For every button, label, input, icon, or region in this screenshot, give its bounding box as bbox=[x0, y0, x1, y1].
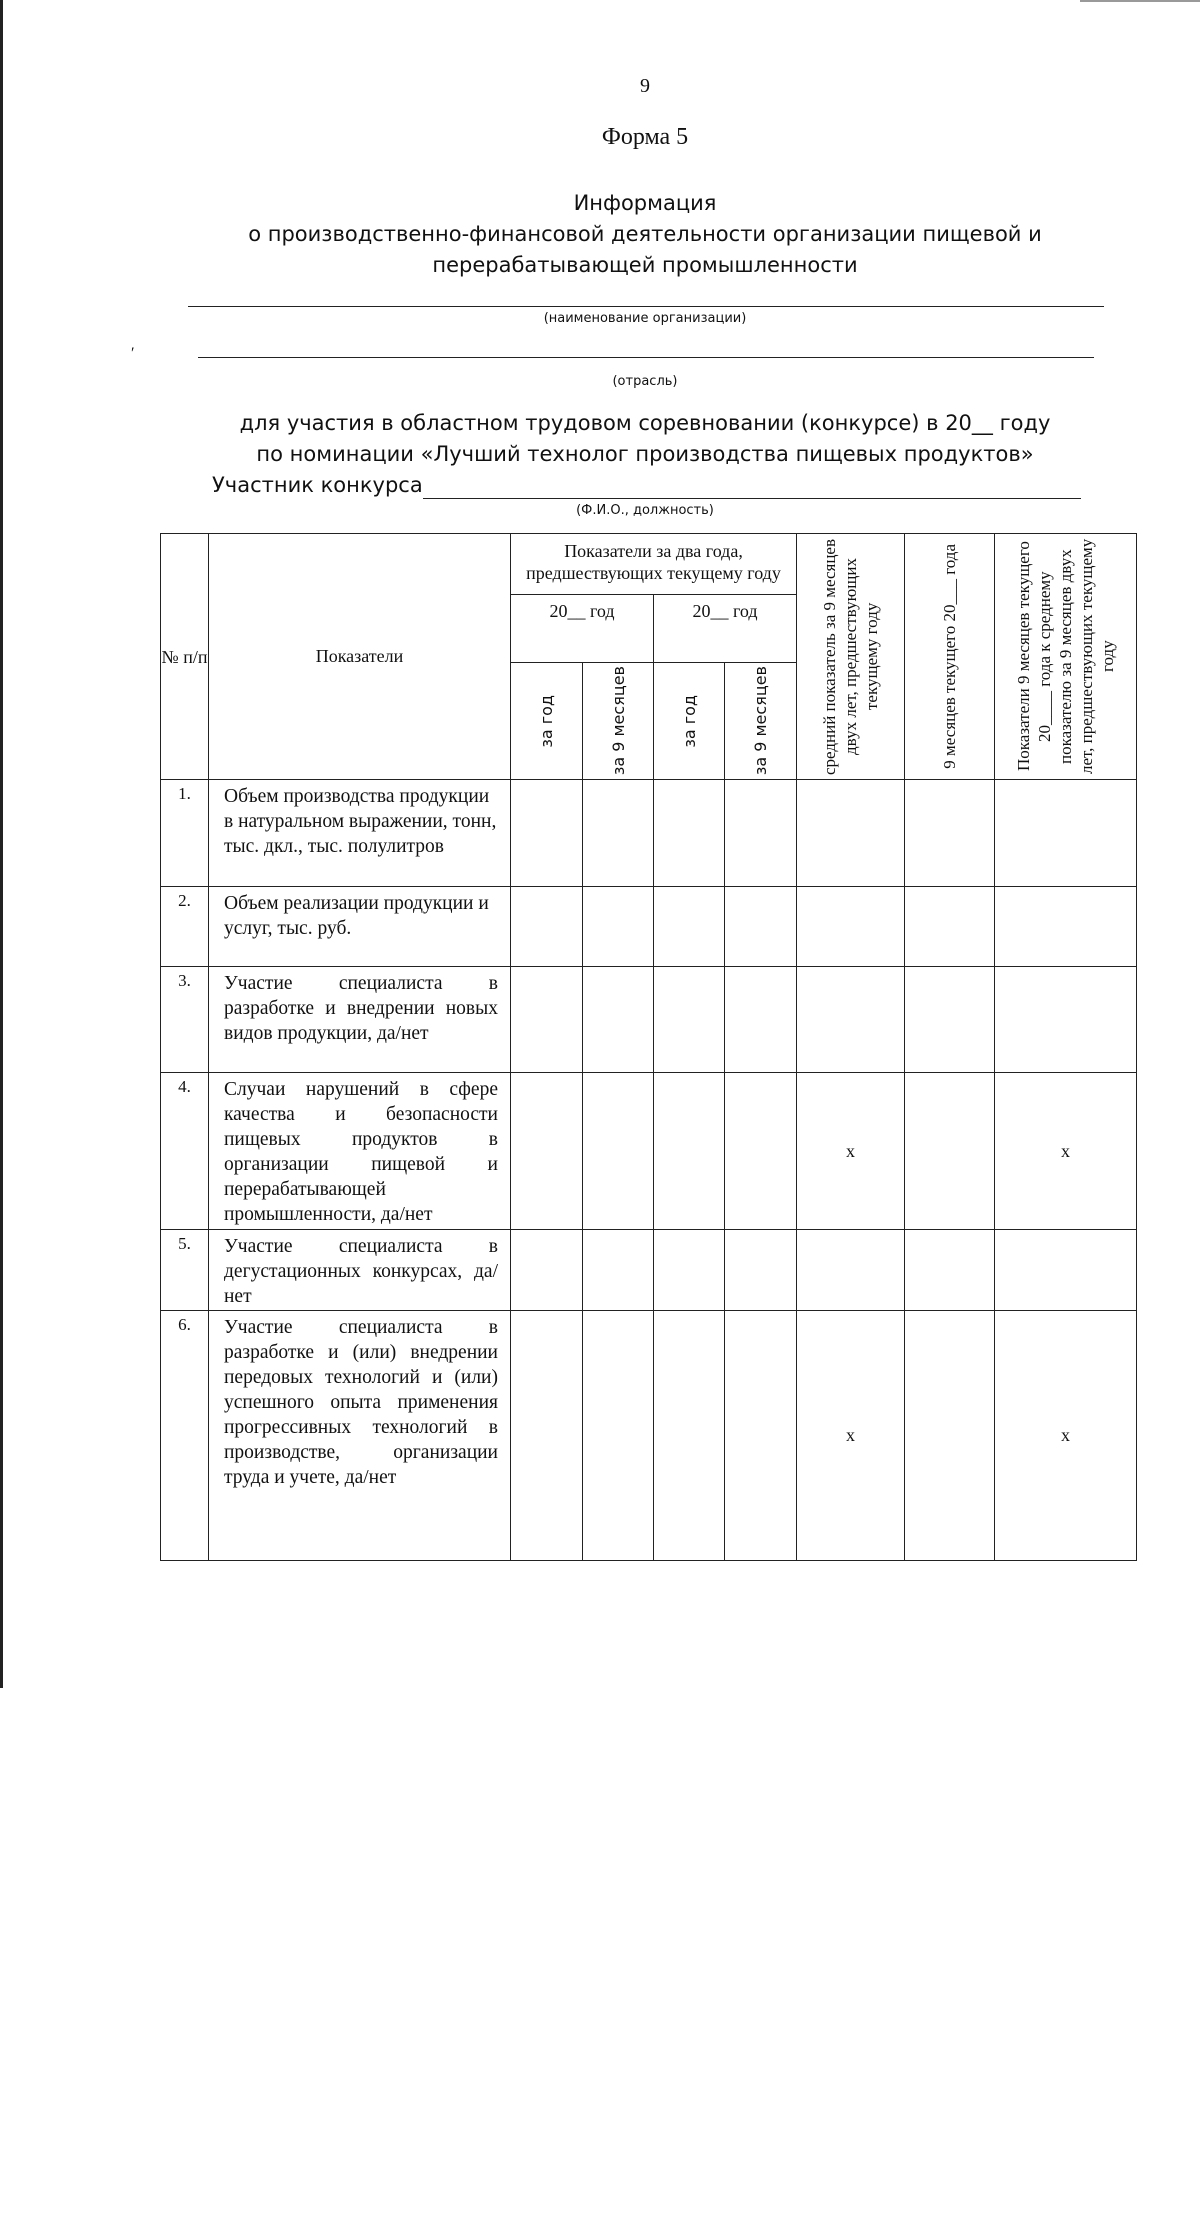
cell-current[interactable] bbox=[905, 1073, 995, 1230]
page-top-edge bbox=[1080, 0, 1200, 2]
header-year-2-per-year-text: за год bbox=[679, 694, 699, 748]
table-row bbox=[161, 887, 1137, 967]
branch-line[interactable] bbox=[198, 357, 1094, 358]
cell-year-2-per-year[interactable] bbox=[654, 887, 725, 967]
header-year-1-9-months bbox=[583, 663, 654, 780]
cell-ratio[interactable] bbox=[995, 1230, 1137, 1311]
title-line-1: Информация bbox=[573, 191, 717, 215]
row-indicator-text: Участие специалиста в дегустационных конкурсах, да/нет bbox=[209, 1230, 511, 1311]
contest-description bbox=[0, 408, 1200, 470]
table-row bbox=[161, 1230, 1137, 1311]
participant-line[interactable] bbox=[423, 498, 1081, 499]
row-indicator-text: Объем реализации продукции и услуг, тыс. руб. bbox=[209, 887, 511, 967]
contest-line-2: по номинации «Лучший технолог производства пищевых продуктов» bbox=[256, 442, 1034, 466]
cell-year-1-per-year[interactable] bbox=[511, 887, 583, 967]
cell-average[interactable] bbox=[797, 1230, 905, 1311]
form-label: Форма 5 bbox=[601, 124, 689, 150]
row-indicator-text: Случаи нарушений в сфере качества и безопасности пищевых продуктов в организации пищевой и перерабатывающей промышленности, да/нет bbox=[209, 1073, 511, 1230]
cell-average[interactable] bbox=[797, 967, 905, 1073]
cell-year-1-9-months[interactable] bbox=[583, 887, 654, 967]
cell-year-1-per-year[interactable] bbox=[511, 1230, 583, 1311]
header-year-2-9-months bbox=[725, 663, 797, 780]
row-number: 4. bbox=[161, 1073, 209, 1230]
cell-year-2-9-months[interactable] bbox=[725, 967, 797, 1073]
cell-year-2-per-year[interactable] bbox=[654, 1073, 725, 1230]
cell-year-2-9-months[interactable] bbox=[725, 1311, 797, 1561]
cell-ratio[interactable]: х bbox=[995, 1073, 1137, 1230]
cell-current[interactable] bbox=[905, 1230, 995, 1311]
header-year-2: 20__ год bbox=[654, 595, 797, 663]
table-row bbox=[161, 1073, 1137, 1230]
cell-ratio[interactable]: х bbox=[995, 1311, 1137, 1561]
cell-year-2-per-year[interactable] bbox=[654, 1230, 725, 1311]
cell-year-2-9-months[interactable] bbox=[725, 1073, 797, 1230]
header-average bbox=[797, 534, 905, 780]
header-year-2-9-months-text: за 9 месяцев bbox=[751, 666, 770, 776]
cell-year-1-per-year[interactable] bbox=[511, 780, 583, 887]
organization-name-caption: (наименование организации) bbox=[543, 311, 747, 326]
header-year-1-per-year-text: за год bbox=[537, 694, 556, 748]
cell-ratio[interactable] bbox=[995, 967, 1137, 1073]
cell-average[interactable]: х bbox=[797, 1073, 905, 1230]
branch-caption: (отрасль) bbox=[612, 374, 678, 389]
header-row-1 bbox=[161, 534, 1137, 595]
cell-current[interactable] bbox=[905, 1311, 995, 1561]
row-number: 3. bbox=[161, 967, 209, 1073]
header-two-years: Показатели за два года, предшествующих текущему году bbox=[511, 534, 797, 595]
cell-year-1-9-months[interactable] bbox=[583, 1311, 654, 1561]
cell-year-2-9-months[interactable] bbox=[725, 1230, 797, 1311]
header-average-text: средний показатель за 9 месяцев двух лет, предшествующих текущему году bbox=[820, 538, 882, 775]
row-number: 6. bbox=[161, 1311, 209, 1561]
page-number: 9 bbox=[640, 75, 650, 97]
row-number: 1. bbox=[161, 780, 209, 887]
cell-year-1-per-year[interactable] bbox=[511, 1311, 583, 1561]
cell-year-1-9-months[interactable] bbox=[583, 780, 654, 887]
table-row bbox=[161, 1311, 1137, 1561]
header-current bbox=[905, 534, 995, 780]
cell-year-1-9-months[interactable] bbox=[583, 1073, 654, 1230]
cell-current[interactable] bbox=[905, 887, 995, 967]
header-current-text: 9 месяцев текущего 20___ года bbox=[940, 544, 960, 769]
cell-average[interactable] bbox=[797, 887, 905, 967]
header-indicators: Показатели bbox=[209, 534, 511, 780]
row-indicator-text: Участие специалиста в разработке и (или) внедрении передовых технологий и (или) успешного опыта применения прогрессивных технологий в производстве, организации труда и учете, да/нет bbox=[209, 1311, 511, 1561]
cell-year-1-9-months[interactable] bbox=[583, 1230, 654, 1311]
cell-year-2-per-year[interactable] bbox=[654, 967, 725, 1073]
row-indicator-text: Участие специалиста в разработке и внедрении новых видов продукции, да/нет bbox=[209, 967, 511, 1073]
contest-line-1: для участия в областном трудовом соревновании (конкурсе) в 20__ году bbox=[239, 411, 1051, 435]
cell-current[interactable] bbox=[905, 967, 995, 1073]
header-ratio-text: Показатели 9 месяцев текущего 20____ года к среднему показателю за 9 месяцев двух лет, предшествующих текущему году bbox=[1014, 538, 1118, 775]
cell-year-2-9-months[interactable] bbox=[725, 887, 797, 967]
table-row bbox=[161, 967, 1137, 1073]
cell-year-2-per-year[interactable] bbox=[654, 780, 725, 887]
organization-name-line[interactable] bbox=[188, 306, 1104, 307]
participant-label: Участник конкурса bbox=[212, 473, 423, 497]
participant-caption: (Ф.И.О., должность) bbox=[576, 503, 714, 518]
cell-year-1-per-year[interactable] bbox=[511, 967, 583, 1073]
header-year-2-per-year bbox=[654, 663, 725, 780]
cell-ratio[interactable] bbox=[995, 780, 1137, 887]
cell-current[interactable] bbox=[905, 780, 995, 887]
document-title bbox=[0, 188, 1200, 281]
cell-average[interactable] bbox=[797, 780, 905, 887]
cell-year-1-9-months[interactable] bbox=[583, 967, 654, 1073]
cell-ratio[interactable] bbox=[995, 887, 1137, 967]
title-line-3: перерабатывающей промышленности bbox=[432, 253, 858, 277]
indicators-table bbox=[160, 533, 1137, 1561]
header-num: № п/п bbox=[161, 534, 209, 780]
header-ratio bbox=[995, 534, 1137, 780]
row-number: 5. bbox=[161, 1230, 209, 1311]
header-year-1: 20__ год bbox=[511, 595, 654, 663]
cell-year-2-per-year[interactable] bbox=[654, 1311, 725, 1561]
row-number: 2. bbox=[161, 887, 209, 967]
cell-year-1-per-year[interactable] bbox=[511, 1073, 583, 1230]
stray-mark: ′ bbox=[131, 345, 135, 362]
row-indicator-text: Объем производства продукции в натуральном выражении, тонн, тыс. дкл., тыс. полулитров bbox=[209, 780, 511, 887]
table-row bbox=[161, 780, 1137, 887]
cell-average[interactable]: х bbox=[797, 1311, 905, 1561]
header-year-1-9-months-text: за 9 месяцев bbox=[608, 666, 628, 776]
title-line-2: о производственно-финансовой деятельности организации пищевой и bbox=[248, 222, 1042, 246]
cell-year-2-9-months[interactable] bbox=[725, 780, 797, 887]
header-year-1-per-year bbox=[511, 663, 583, 780]
